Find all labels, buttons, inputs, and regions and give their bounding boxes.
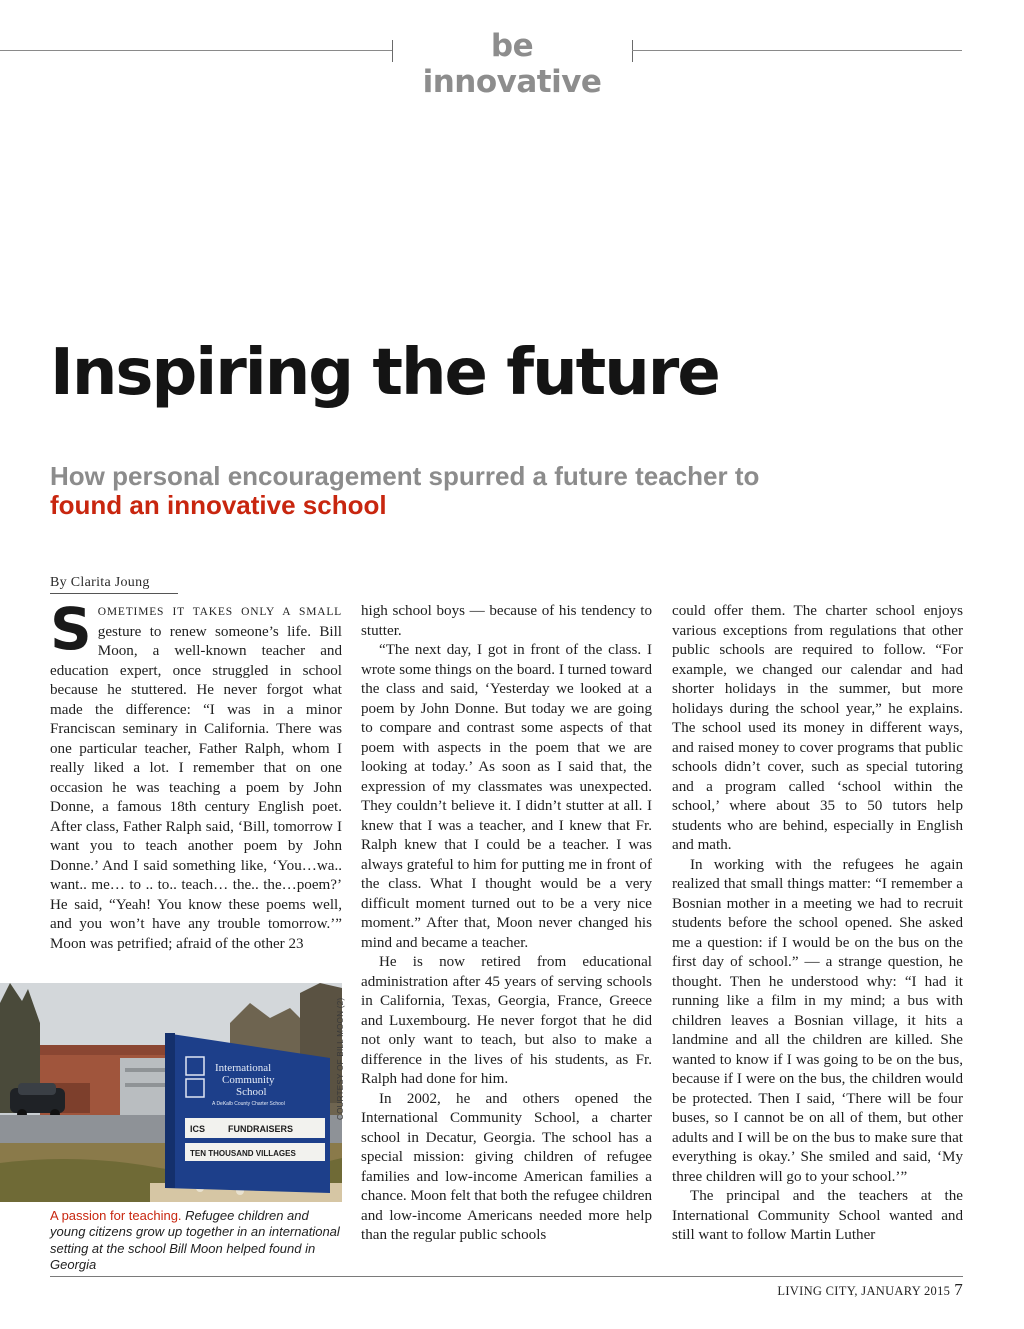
subtitle-accent: found an innovative school	[50, 490, 387, 520]
col2-paragraph-1: high school boys — because of his tendency to stutter.	[361, 603, 652, 639]
header-rule-right	[632, 50, 962, 51]
photo-caption	[50, 1208, 340, 1274]
drop-cap: S	[50, 595, 92, 663]
marquee-ics: ICS	[190, 1124, 206, 1134]
article-column-1	[50, 595, 342, 954]
marquee-ten-thousand-villages: TEN THOUSAND VILLAGES	[190, 1149, 296, 1158]
article-column-2	[361, 602, 652, 1246]
school-photo	[0, 983, 342, 1202]
caption-lead: A passion for teaching.	[50, 1208, 182, 1223]
col3-paragraph-3: The principal and the teachers at the International Community School wanted and still want to follow Martin Luther	[672, 1188, 963, 1243]
photo-credit: COURTESY OF BILL MOON (2)	[336, 997, 345, 1120]
col2-paragraph-4: In 2002, he and others opened the International Community School, a charter school in Decatur, Georgia. The school has a special mission: giving children of refugee families and low-income American families a chance. Moon felt that both the refugee children and low-income Americans needed more help than the regular public schools	[361, 1090, 652, 1243]
lead-paragraph	[50, 595, 342, 954]
page-number: 7	[954, 1280, 963, 1299]
article-title: Inspiring the future	[50, 336, 719, 410]
col3-paragraph-1: could offer them. The charter school enjoys various exceptions from regulations that other public schools are required to follow. “For example, we changed our calendar and had shorter holidays in the summer, but more holidays during the school year,” he explains. The school used its money in different ways, and raised money to cover programs that public schools didn’t cover, such as special tutoring and a program called ‘school within the school,’ where about 35 to 50 tutors help students who are behind, especially in English and math.	[672, 603, 963, 853]
col2-paragraph-3: He is now retired from educational administration after 45 years of serving schools in California, Texas, Georgia, France, Greece and Luxembourg. He never forgot that he did not only want to teach, but also to make a difference in the lives of his students, as Fr. Ralph had done for him.	[361, 954, 652, 1087]
lead-paragraph-body: gesture to renew someone’s life. Bill Moon, a well-known teacher and education expert, once struggled in school because he stuttered. He never forgot what made the difference: “I was in a minor Franciscan seminary in California. There was one particular teacher, Father Ralph, whom I really liked a lot. I remember that on one occasion he was teaching a poem by John Donne, a famous 18th century English poet. After class, Father Ralph said, ‘Bill, tomorrow I want you to teach another poem by John Donne.’ And I said something like, ‘You…wa.. want.. me… to .. to.. teach… the.. the…poem?’ He said, “Yeah! You know these poems well, and you won’t have any trouble tomorrow.’” Moon was petrified; afraid of the other 23	[50, 623, 342, 952]
byline-prefix: By	[50, 575, 67, 590]
byline	[50, 575, 150, 591]
col3-paragraph-2: In working with the refugees he again realized that small things matter: “I remember a Bosnian mother in a meeting we had to recruit students before the school opened. She asked me a question: if I would be on the bus on the first day of school.” — a strange question, he thought. Then he understood why: “I had it running like a film in my mind; a bus with children leaves a Bosnian village, it hits a landmine and all the children are killed. She wanted to know if I was going to be on the bus, because if I were on the bus, the children would be protected. Then I said, ‘There will be four buses, so I cannot be on all of them, but other adults and I will be on the bus to make sure that everything is okay.’ She smiled and said, ‘My three children will go to your school.’”	[672, 856, 963, 1185]
svg-text:School: School	[236, 1086, 267, 1098]
sign-subtitle-text: A DeKalb County Charter School	[212, 1101, 285, 1107]
col2-paragraph-2: “The next day, I got in front of the class. I wrote some things on the board. I turned toward the class and said, ‘Yesterday we looked at a poem by John Donne. But today we are going to compare and contrast some aspects of that poem with aspects in the poem that we are looking at today.’ As soon as I said that, the expression of my classmates was unexpected. They couldn’t believe it. I didn’t stutter at all. I knew that I was a teacher, and I knew that Fr. Ralph knew that I could be a teacher. I was always grateful to him for putting me in front of the class. What I thought would be a very difficult moment turned out to be a very nice moment.” After that, Moon never changed his mind and became a teacher.	[361, 642, 652, 951]
svg-text:Community: Community	[222, 1074, 275, 1086]
caption-body: Refugee children and young citizens grow up together in an international setting at the school Bill Moon helped found in Georgia	[50, 1208, 340, 1273]
header-tick-left	[392, 40, 393, 62]
article-column-3	[672, 602, 963, 1246]
publication-name: LIVING CITY, JANUARY 2015	[777, 1284, 951, 1298]
header-tick-right	[632, 40, 633, 62]
byline-name: Clarita Joung	[70, 575, 150, 590]
header-rule-left	[0, 50, 392, 51]
article-subtitle	[50, 462, 810, 520]
marquee-fundraisers: FUNDRAISERS	[228, 1124, 294, 1134]
section-label: be innovative	[422, 28, 602, 100]
page-footer	[777, 1280, 963, 1300]
subtitle-plain: How personal encouragement spurred a future teacher to	[50, 461, 760, 491]
byline-rule	[50, 593, 178, 594]
footer-rule	[50, 1276, 963, 1277]
sign-title-text: International	[215, 1062, 272, 1074]
lead-smallcaps: OMETIMES IT TAKES ONLY A SMALL	[97, 606, 342, 618]
